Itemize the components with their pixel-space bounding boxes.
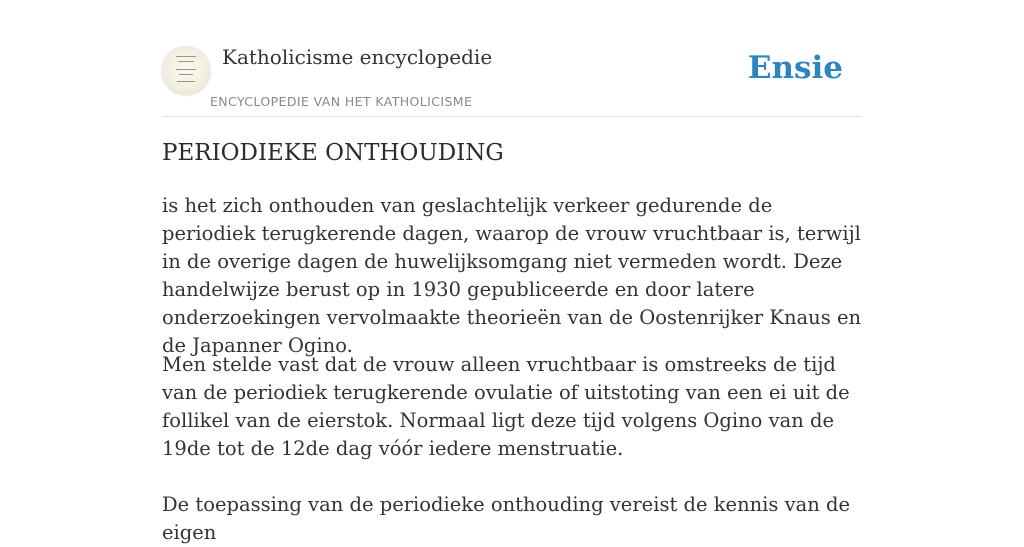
- site-subtitle: ENCYCLOPEDIE VAN HET KATHOLICISME: [210, 94, 473, 109]
- ensie-logo-link[interactable]: Ensie: [747, 50, 843, 86]
- site-title[interactable]: Katholicisme encyclopedie: [222, 45, 493, 69]
- site-header: [162, 0, 862, 117]
- article-paragraph: Men stelde vast dat de vrouw alleen vruchtbaar is omstreeks de tijd van de periodiek terugkerende ovulatie of uitstoting van een ei uit de follikel van de eierstok. Normaal ligt deze tijd volgens Ogino van de 19de tot de 12de dag vóór iedere menstruatie.: [162, 353, 850, 460]
- page-container: [162, 0, 862, 544]
- article-paragraph: De toepassing van de periodieke onthouding vereist de kennis van de eigen: [162, 493, 851, 544]
- article-title: PERIODIEKE ONTHOUDING: [162, 140, 504, 166]
- book-cover-icon[interactable]: [162, 47, 210, 95]
- article-paragraph: is het zich onthouden van geslachtelijk verkeer gedurende de periodiek terugkerende dagen, waarop de vrouw vruchtbaar is, terwijl in de overige dagen de huwelijksomgang niet vermeden wordt. Deze handelwijze berust op in 1930 gepubliceerde en door latere onderzoekingen vervolmaakte theorieën van de Oostenrijker Knaus en de Japanner Ogino.: [162, 194, 862, 357]
